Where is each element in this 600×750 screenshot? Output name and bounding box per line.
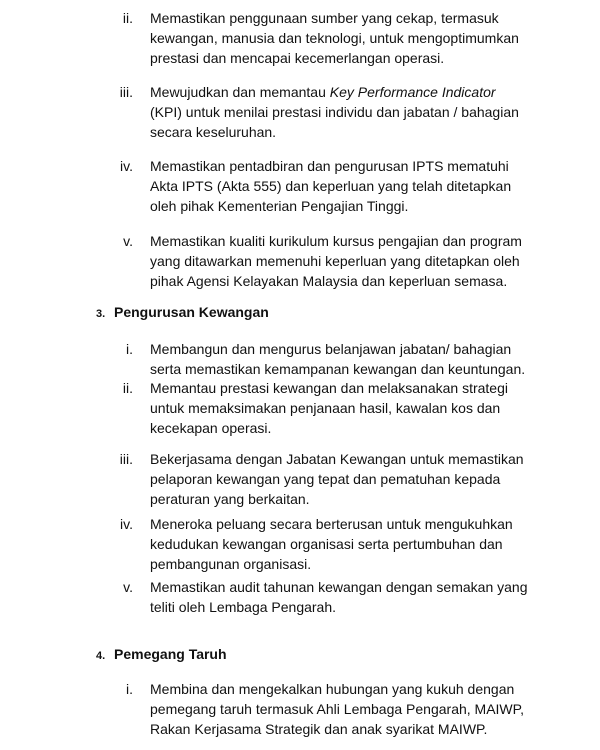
text-line: Memantau prestasi kewangan dan melaksanakan strategi (150, 380, 508, 396)
text-line: (KPI) untuk menilai prestasi individu dan jabatan / bahagian (150, 104, 519, 120)
text-line: kecekapan operasi. (150, 420, 272, 436)
text-line: serta memastikan kemampanan kewangan dan keuntungan. (150, 361, 526, 377)
item-text (150, 449, 530, 509)
item-number: iv. (120, 158, 133, 174)
item-text (150, 156, 530, 216)
section-title: Pengurusan Kewangan (114, 304, 269, 320)
text-line: pihak Agensi Kelayakan Malaysia dan keperluan semasa. (150, 273, 508, 289)
section-heading (96, 644, 227, 666)
text-line: Membangun dan mengurus belanjawan jabatan/ bahagian (150, 341, 512, 357)
item-text (150, 82, 530, 142)
item-text (150, 339, 530, 379)
item-text (150, 231, 530, 291)
text-line (150, 82, 530, 102)
item-text (150, 378, 530, 438)
text-line: kewangan, manusia dan teknologi, untuk mengoptimumkan (150, 30, 519, 46)
text-line: Meneroka peluang secara berterusan untuk mengukuhkan (150, 516, 513, 532)
section-heading (96, 302, 269, 324)
section-number: 3. (96, 308, 106, 320)
text-line: Memastikan penggunaan sumber yang cekap, termasuk (150, 10, 499, 26)
text-line: teliti oleh Lembaga Pengarah. (150, 599, 337, 615)
text-line: peraturan yang berkaitan. (150, 491, 310, 507)
item-number: iii. (119, 451, 133, 467)
text-line: Rakan Kerjasama Strategik dan anak syarikat MAIWP. (150, 721, 488, 737)
item-text (150, 679, 530, 739)
text-segment: Mewujudkan dan memantau (150, 84, 330, 100)
item-number: ii. (122, 10, 133, 26)
text-line: yang ditawarkan memenuhi keperluan yang ditetapkan oleh (150, 253, 520, 269)
text-line: untuk memaksimakan penjanaan hasil, kawalan kos dan (150, 400, 501, 416)
item-number: i. (126, 681, 133, 697)
item-number: ii. (122, 380, 133, 396)
item-text (150, 514, 530, 574)
text-line: secara keseluruhan. (150, 124, 277, 140)
item-number: i. (126, 341, 133, 357)
item-number: iii. (119, 84, 133, 100)
item-number: iv. (120, 516, 133, 532)
text-line: Bekerjasama dengan Jabatan Kewangan untuk memastikan (150, 451, 524, 467)
item-number: v. (123, 579, 133, 595)
item-text (150, 8, 530, 68)
text-line: oleh pihak Kementerian Pengajian Tinggi. (150, 198, 409, 214)
text-line: prestasi dan mencapai kecemerlangan operasi. (150, 50, 445, 66)
text-line: Memastikan pentadbiran dan pengurusan IPTS mematuhi (150, 158, 509, 174)
item-number: v. (123, 233, 133, 249)
text-line: pelaporan kewangan yang tepat dan pematuhan kepada (150, 471, 501, 487)
text-line: kedudukan kewangan organisasi serta pertumbuhan dan (150, 536, 503, 552)
text-line: pemegang taruh termasuk Ahli Lembaga Pengarah, MAIWP, (150, 701, 525, 717)
emphasis-text: Key Performance Indicator (329, 84, 496, 100)
item-text (150, 577, 530, 617)
text-line: pembangunan organisasi. (150, 556, 312, 572)
text-line: Memastikan kualiti kurikulum kursus pengajian dan program (150, 233, 522, 249)
text-line: Memastikan audit tahunan kewangan dengan semakan yang (150, 579, 528, 595)
section-number: 4. (96, 650, 106, 662)
text-line: Membina dan mengekalkan hubungan yang kukuh dengan (150, 681, 515, 697)
text-line: Akta IPTS (Akta 555) dan keperluan yang telah ditetapkan (150, 178, 512, 194)
section-title: Pemegang Taruh (114, 646, 227, 662)
